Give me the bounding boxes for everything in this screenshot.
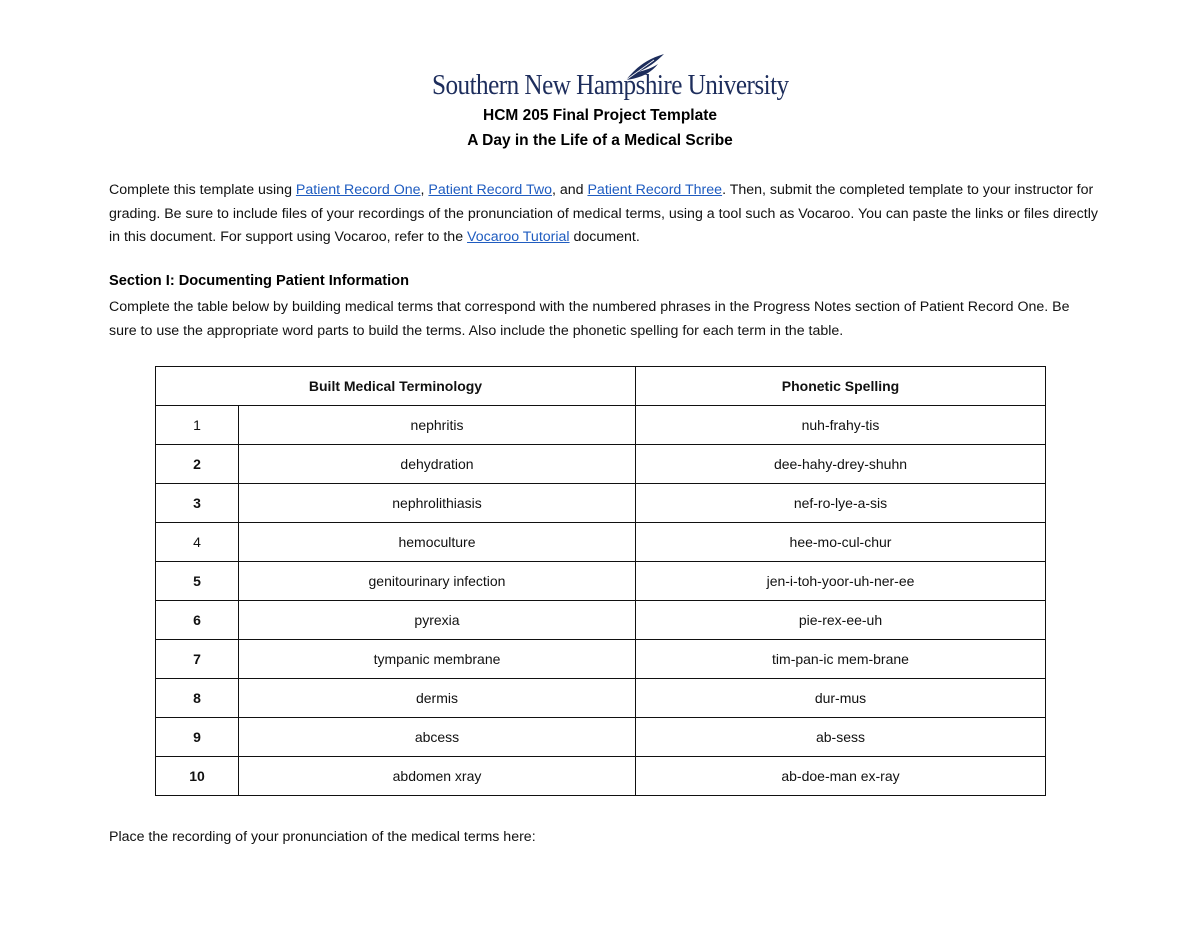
table-row — [156, 679, 1046, 718]
term-cell: tympanic membrane — [239, 640, 636, 679]
table-row — [156, 445, 1046, 484]
table-row — [156, 406, 1046, 445]
table-row — [156, 562, 1046, 601]
section-instructions: Complete the table below by building medical terms that correspond with the numbered phrases in the Progress Notes section of Patient Record One. Be sure to use the appropriate word parts to build the terms. Also include the phonetic spelling for each term in the table. — [109, 299, 1070, 339]
header-phonetic-spelling: Phonetic Spelling — [636, 367, 1046, 406]
table-row — [156, 484, 1046, 523]
phonetic-cell: ab-sess — [636, 718, 1046, 757]
phonetic-cell: hee-mo-cul-chur — [636, 523, 1046, 562]
patient-record-two-link[interactable]: Patient Record Two — [428, 182, 552, 198]
intro-paragraph — [109, 179, 1099, 250]
terminology-table — [155, 366, 1046, 796]
row-number: 3 — [156, 484, 239, 523]
row-number: 10 — [156, 757, 239, 796]
phonetic-cell: nuh-frahy-tis — [636, 406, 1046, 445]
phonetic-cell: pie-rex-ee-uh — [636, 601, 1046, 640]
table-row — [156, 523, 1046, 562]
intro-separator: , and — [551, 182, 588, 198]
patient-record-three-link[interactable]: Patient Record Three — [587, 182, 723, 198]
term-cell: nephrolithiasis — [239, 484, 636, 523]
table-header-row — [156, 367, 1046, 406]
row-number: 5 — [156, 562, 239, 601]
row-number: 9 — [156, 718, 239, 757]
term-cell: nephritis — [239, 406, 636, 445]
vocaroo-tutorial-link[interactable]: Vocaroo Tutorial — [467, 229, 570, 245]
intro-text: Complete this template using — [109, 182, 296, 198]
row-number: 2 — [156, 445, 239, 484]
table-row — [156, 640, 1046, 679]
header-built-terminology: Built Medical Terminology — [156, 367, 636, 406]
page-subtitle: A Day in the Life of a Medical Scribe — [467, 132, 733, 149]
row-number: 4 — [156, 523, 239, 562]
phonetic-cell: dur-mus — [636, 679, 1046, 718]
row-number: 1 — [156, 406, 239, 445]
university-logo — [432, 52, 789, 104]
patient-record-one-link[interactable]: Patient Record One — [295, 182, 421, 198]
term-cell: pyrexia — [239, 601, 636, 640]
term-cell: abdomen xray — [239, 757, 636, 796]
phonetic-cell: dee-hahy-drey-shuhn — [636, 445, 1046, 484]
term-cell: dermis — [239, 679, 636, 718]
row-number: 7 — [156, 640, 239, 679]
phonetic-cell: tim-pan-ic mem-brane — [636, 640, 1046, 679]
section-heading: Section I: Documenting Patient Information — [109, 273, 409, 289]
term-cell: dehydration — [239, 445, 636, 484]
phonetic-cell: jen-i-toh-yoor-uh-ner-ee — [636, 562, 1046, 601]
recording-prompt: Place the recording of your pronunciation of the medical terms here: — [109, 829, 536, 845]
table-row — [156, 601, 1046, 640]
table-row — [156, 718, 1046, 757]
intro-separator: , — [420, 182, 429, 198]
phonetic-cell: nef-ro-lye-a-sis — [636, 484, 1046, 523]
intro-text: . Then, submit the completed template to your instructor for grading. Be sure to include files of your recordings of the pronunciation of medical terms, using a tool such as Vocaroo. You can paste the links or files directly in this document. For support using Vocaroo, refer to the — [109, 182, 1098, 245]
page-title: HCM 205 Final Project Template — [483, 107, 717, 124]
row-number: 6 — [156, 601, 239, 640]
term-cell: abcess — [239, 718, 636, 757]
term-cell: genitourinary infection — [239, 562, 636, 601]
intro-text: document. — [569, 229, 640, 245]
logo-text: Southern New Hampshire University — [432, 70, 789, 101]
table-row — [156, 757, 1046, 796]
row-number: 8 — [156, 679, 239, 718]
term-cell: hemoculture — [239, 523, 636, 562]
phonetic-cell: ab-doe-man ex-ray — [636, 757, 1046, 796]
